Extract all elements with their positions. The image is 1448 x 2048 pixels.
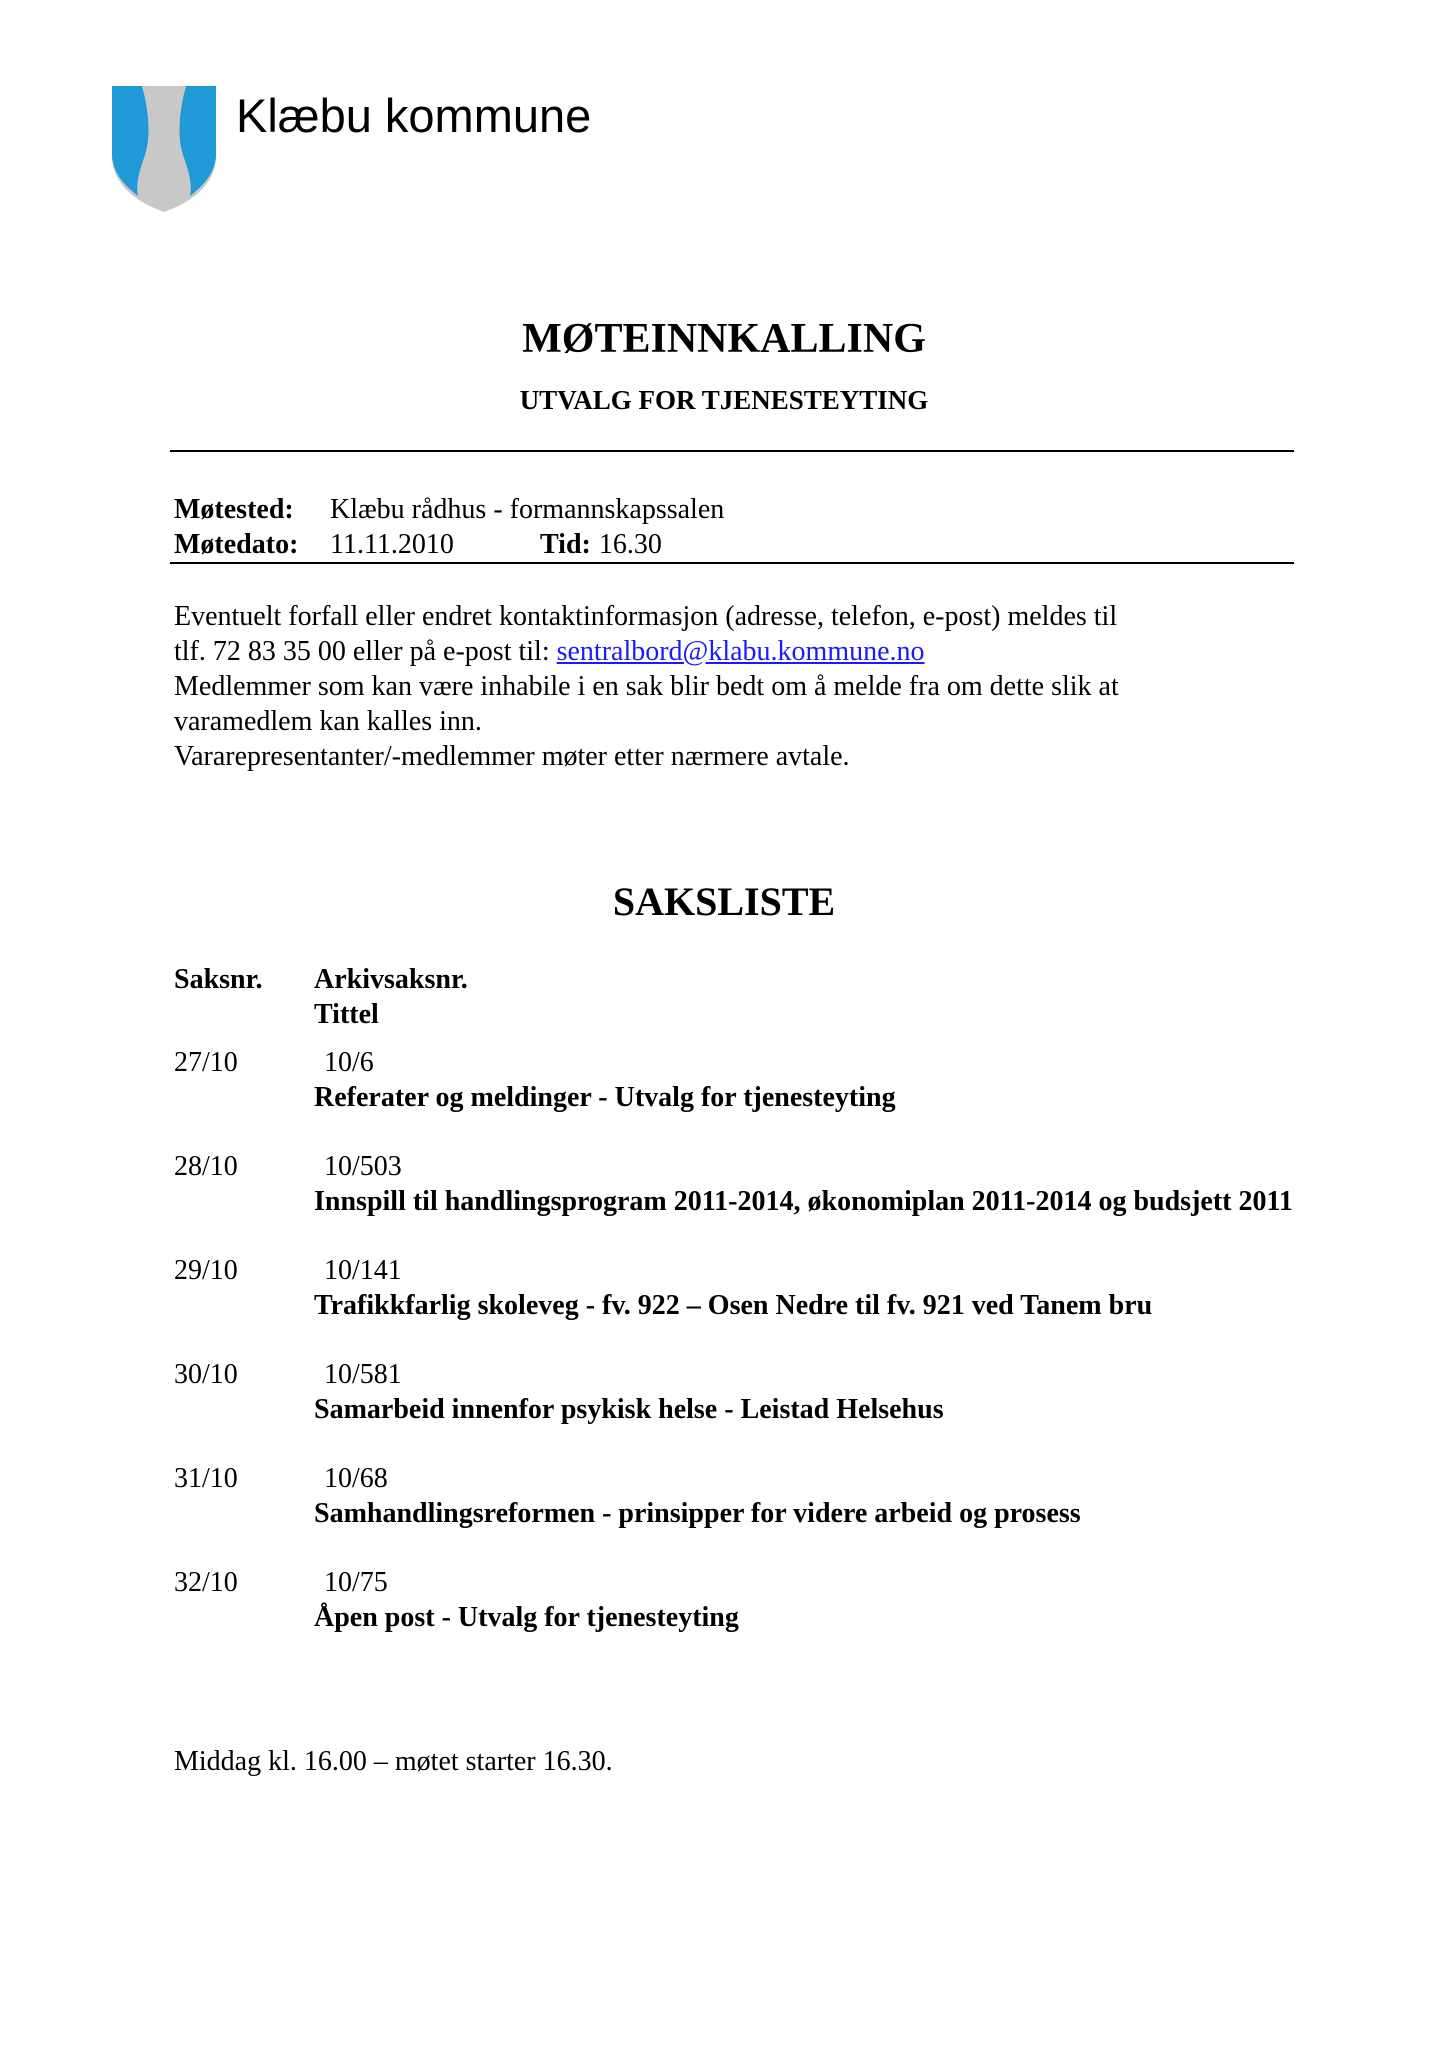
meeting-place-row xyxy=(174,493,724,527)
agenda-list xyxy=(0,1045,1448,1669)
agenda-title: SAKSLISTE xyxy=(612,879,836,924)
item-saksnr: 28/10 xyxy=(174,1151,238,1182)
divider-top xyxy=(170,450,1294,452)
item-saksnr: 32/10 xyxy=(174,1567,238,1598)
column-header-tittel: Tittel xyxy=(314,999,379,1030)
item-saksnr: 30/10 xyxy=(174,1359,238,1390)
info-line-5: Vararepresentanter/-medlemmer møter etter nærmere avtale. xyxy=(174,741,850,772)
item-arkivsaksnr: 10/141 xyxy=(324,1255,402,1286)
info-line-2 xyxy=(174,634,1294,669)
organization-name: Klæbu kommune xyxy=(236,89,592,142)
agenda-item xyxy=(0,1149,1448,1219)
column-header-arkivsaksnr: Arkivsaksnr. xyxy=(314,964,468,995)
document-title: MØTEINNKALLING xyxy=(522,316,926,362)
column-header-arkiv-tittel xyxy=(314,962,468,1032)
info-line-4: varamedlem kan kalles inn. xyxy=(174,706,482,737)
item-saksnr: 27/10 xyxy=(174,1047,238,1078)
meeting-place-label: Møtested: xyxy=(174,494,294,525)
item-tittel: Samhandlingsreformen - prinsipper for videre arbeid og prosess xyxy=(314,1498,1081,1529)
agenda-item xyxy=(0,1253,1448,1323)
agenda-item xyxy=(0,1357,1448,1427)
item-tittel: Referater og meldinger - Utvalg for tjenesteyting xyxy=(314,1082,896,1113)
meeting-date-label: Møtedato: xyxy=(174,529,299,560)
item-arkivsaksnr: 10/503 xyxy=(324,1151,402,1182)
item-tittel: Innspill til handlingsprogram 2011-2014, økonomiplan 2011-2014 og budsjett 2011 xyxy=(314,1186,1293,1217)
item-arkivsaksnr: 10/75 xyxy=(324,1567,388,1598)
column-header-saksnr: Saksnr. xyxy=(174,964,263,995)
item-tittel: Åpen post - Utvalg for tjenesteyting xyxy=(314,1602,739,1633)
meeting-date-value: 11.11.2010 xyxy=(330,529,454,560)
agenda-item xyxy=(0,1461,1448,1531)
email-link[interactable]: sentralbord@klabu.kommune.no xyxy=(556,636,925,667)
item-saksnr: 31/10 xyxy=(174,1463,238,1494)
meeting-time-value: 16.30 xyxy=(598,529,662,560)
divider-bottom xyxy=(170,562,1294,564)
meeting-time xyxy=(540,528,662,562)
item-arkivsaksnr: 10/581 xyxy=(324,1359,402,1390)
meeting-time-label: Tid: xyxy=(540,529,591,560)
meeting-place-value: Klæbu rådhus - formannskapssalen xyxy=(330,494,725,525)
item-arkivsaksnr: 10/68 xyxy=(324,1463,388,1494)
meeting-date-row xyxy=(174,528,662,562)
info-paragraph xyxy=(174,599,1294,774)
agenda-item xyxy=(0,1565,1448,1635)
item-saksnr: 29/10 xyxy=(174,1255,238,1286)
dinner-note: Middag kl. 16.00 – møtet starter 16.30. xyxy=(174,1746,613,1777)
agenda-item xyxy=(0,1045,1448,1115)
item-tittel: Trafikkfarlig skoleveg - fv. 922 – Osen Nedre til fv. 921 ved Tanem bru xyxy=(314,1290,1153,1321)
municipal-coat-of-arms-logo xyxy=(112,86,216,212)
info-line-3: Medlemmer som kan være inhabile i en sak blir bedt om å melde fra om dette slik at xyxy=(174,671,1119,702)
item-tittel: Samarbeid innenfor psykisk helse - Leistad Helsehus xyxy=(314,1394,944,1425)
item-arkivsaksnr: 10/6 xyxy=(324,1047,374,1078)
committee-name: UTVALG FOR TJENESTEYTING xyxy=(519,385,929,415)
info-line-1: Eventuelt forfall eller endret kontaktinformasjon (adresse, telefon, e-post) meldes til xyxy=(174,601,1118,632)
info-phone-text: tlf. 72 83 35 00 eller på e-post til: xyxy=(174,636,557,667)
